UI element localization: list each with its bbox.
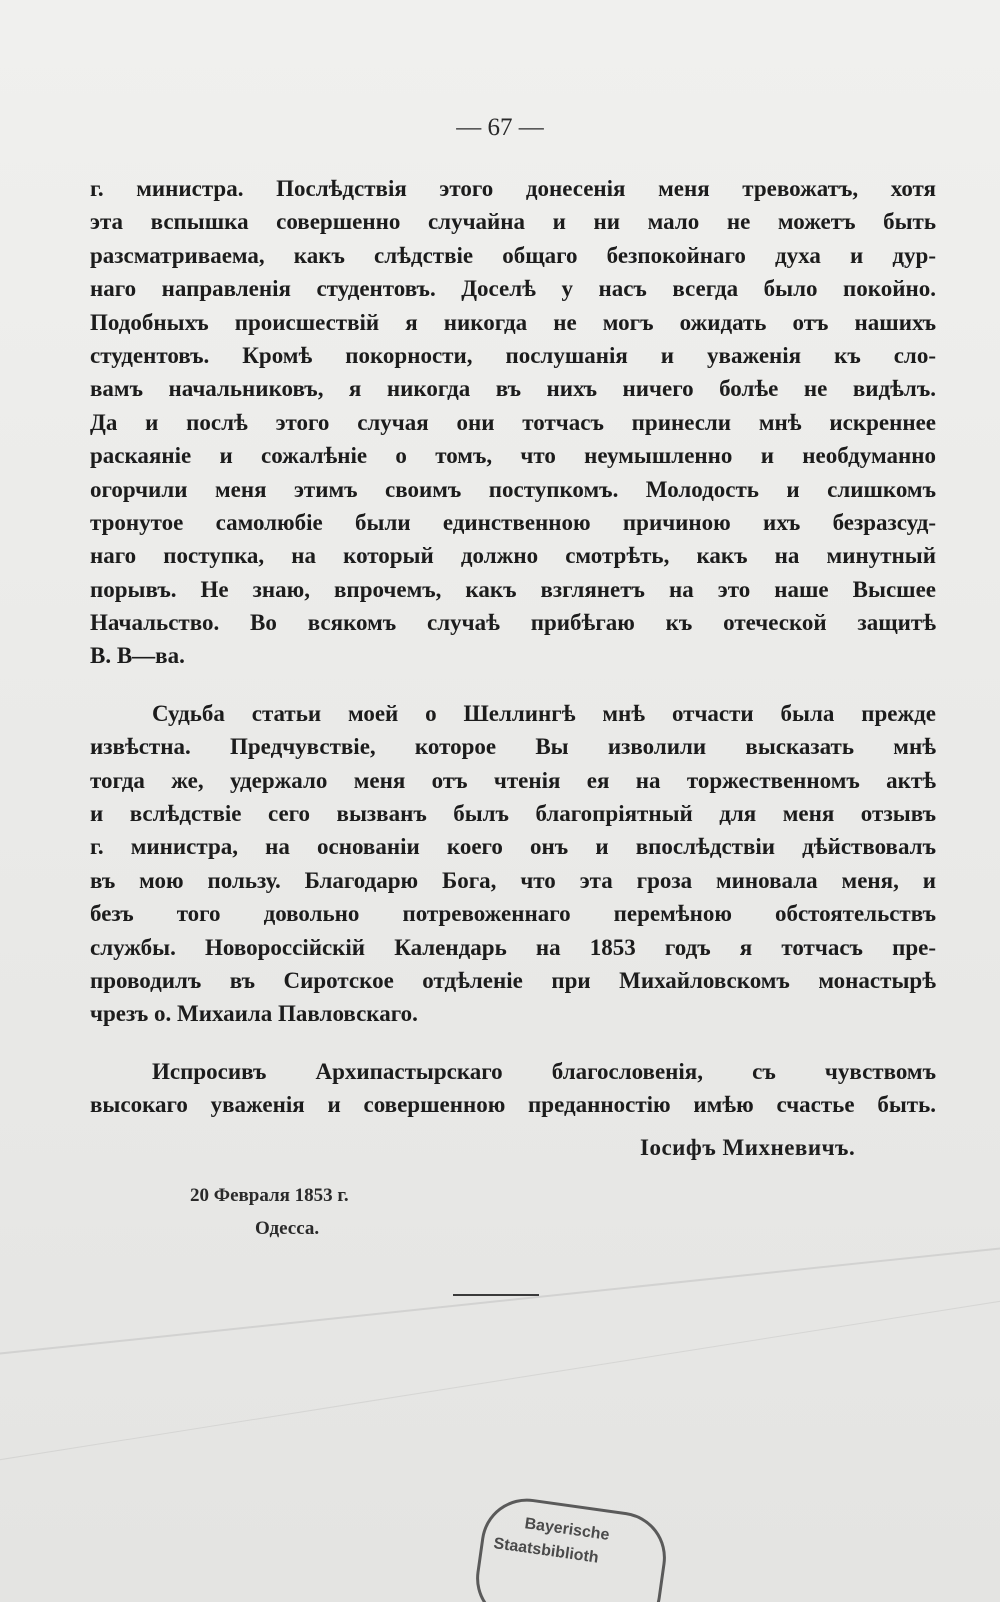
library-stamp: [470, 1493, 672, 1602]
end-divider: [453, 1294, 539, 1296]
text-line: порывъ. Не знаю, впрочемъ, какъ взглянетъ на это наше Высшее: [90, 576, 936, 602]
text-line: Подобныхъ происшествій я никогда не могъ ожидать отъ нашихъ: [90, 309, 936, 335]
text-line: наго направленія студентовъ. Доселѣ у насъ всегда было покойно.: [90, 276, 936, 302]
text-line: эта вспышка совершенно случайна и ни мало не можетъ быть: [90, 209, 936, 235]
text-line: высокаго уваженія и совершенною преданностію имѣю счастье быть.: [90, 1092, 936, 1118]
text-line: Судьба статьи моей о Шеллингѣ мнѣ отчасти была прежде: [152, 700, 936, 726]
text-line: г. министра. Послѣдствія этого донесенія меня тревожатъ, хотя: [90, 176, 936, 201]
paragraph-gap: [90, 673, 936, 697]
text-line: Начальство. Во всякомъ случаѣ прибѣгаю къ отеческой защитѣ: [90, 610, 936, 636]
text-line: тогда же, удержало меня отъ чтенія ея на торжественномъ актѣ: [90, 767, 936, 793]
text-line: извѣстна. Предчувствіе, которое Вы изволили высказать мнѣ: [90, 734, 936, 760]
text-line: вамъ начальниковъ, я никогда въ нихъ ничего болѣе не видѣлъ.: [90, 376, 936, 402]
text-line: разсматриваема, какъ слѣдствіе общаго безпокойнаго духа и дур-: [90, 242, 936, 268]
text-line: Да и послѣ этого случая они тотчасъ принесли мнѣ искреннее: [90, 409, 936, 435]
text-line: наго поступка, на который должно смотрѣть, какъ на минутный: [90, 543, 936, 569]
text-line: службы. Новороссійскій Календарь на 1853 годъ я тотчасъ пре-: [90, 934, 936, 960]
text-line: раскаяніе и сожалѣніе о томъ, что неумышленно и необдуманно: [90, 443, 936, 469]
text-line: тронутое самолюбіе были единственною причиною ихъ безразсуд-: [90, 509, 936, 535]
text-line: В. В—ва.: [90, 643, 185, 669]
stamp-text: Staatsbiblioth: [492, 1535, 600, 1567]
text-line: огорчили меня этимъ своимъ поступкомъ. Молодость и слишкомъ: [90, 476, 936, 502]
text-line: проводилъ въ Сиротское отдѣленіе при Михайловскомъ монастырѣ: [90, 967, 936, 993]
stamp-text: Bayerische: [523, 1515, 611, 1544]
text-line: и вслѣдствіе сего вызванъ былъ благопріятный для меня отзывъ: [90, 801, 936, 827]
text-line: студентовъ. Кромѣ покорности, послушанія и уваженія къ сло-: [90, 342, 936, 368]
text-line: безъ того довольно потревоженнаго перемѣною обстоятельствъ: [90, 901, 936, 927]
letter-body: [90, 172, 936, 1122]
signature: Іосифъ Михневичъ.: [640, 1135, 856, 1160]
text-line: въ мою пользу. Благодарю Бога, что эта гроза миновала меня, и: [90, 867, 936, 893]
text-line: г. министра, на основаніи коего онъ и впослѣдствіи дѣйствовалъ: [90, 834, 936, 860]
text-line: Испросивъ Архипастырскаго благословенія, съ чувствомъ: [152, 1058, 936, 1084]
paper-crease: [0, 1243, 1000, 1360]
paper-crease: [0, 1294, 1000, 1467]
letter-place: Одесса.: [255, 1218, 320, 1239]
paragraph-gap: [90, 1031, 936, 1055]
text-line: чрезъ о. Михаила Павловскаго.: [90, 1001, 418, 1027]
letter-date: 20 Февраля 1853 г.: [190, 1185, 349, 1206]
page-number: — 67 —: [456, 114, 544, 141]
